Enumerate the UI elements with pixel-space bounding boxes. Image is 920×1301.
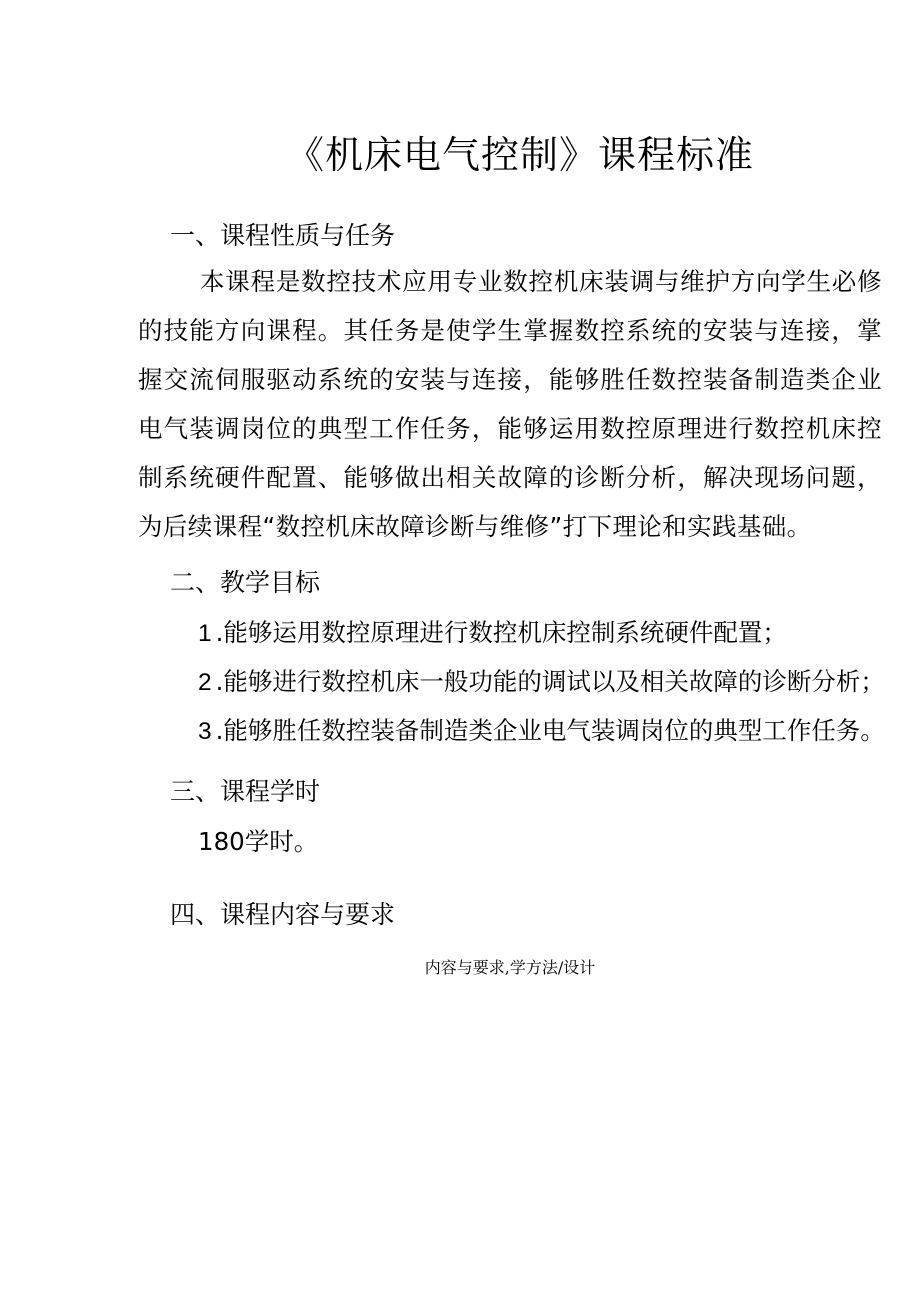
section-paragraph-nature: 本课程是数控技术应用专业数控机床装调与维护方向学生必修的技能方向课程。其任务是使学生掌握数控系统的安装与连接，掌握交流伺服驱动系统的安装与连接，能够胜任数控装备制造类企业电气装调岗位的典型工作任务，能够运用数控原理进行数控机床控制系统硬件配置、能够做出相关故障的诊断分析，解决现场问题，为后续课程“数控机床故障诊断与维修”打下理论和实践基础。: [138, 267, 882, 541]
course-hours: 180学时。: [198, 827, 319, 856]
goal-text: .能够运用数控原理进行数控机床控制系统硬件配置；: [215, 618, 787, 647]
section-heading-hours: 三、课程学时: [170, 777, 321, 806]
goal-number: 2: [198, 669, 212, 696]
section-heading-content: 四、课程内容与要求: [170, 900, 396, 929]
section-heading-goals: 二、教学目标: [170, 568, 321, 597]
section-heading-nature: 一、课程性质与任务: [170, 221, 396, 250]
goal-text: .能够胜任数控装备制造类企业电气装调岗位的典型工作任务。: [215, 716, 885, 745]
goal-number: 1: [198, 620, 212, 647]
goal-text: .能够进行数控机床一般功能的调试以及相关故障的诊断分析；: [215, 667, 885, 696]
goal-item: [198, 663, 885, 698]
table-caption: 内容与要求,学方法/设计: [424, 958, 596, 977]
goal-item: [198, 712, 885, 747]
goal-item: [198, 614, 787, 649]
goal-number: 3: [198, 718, 212, 745]
document-title: 《机床电气控制》课程标准: [285, 133, 754, 177]
